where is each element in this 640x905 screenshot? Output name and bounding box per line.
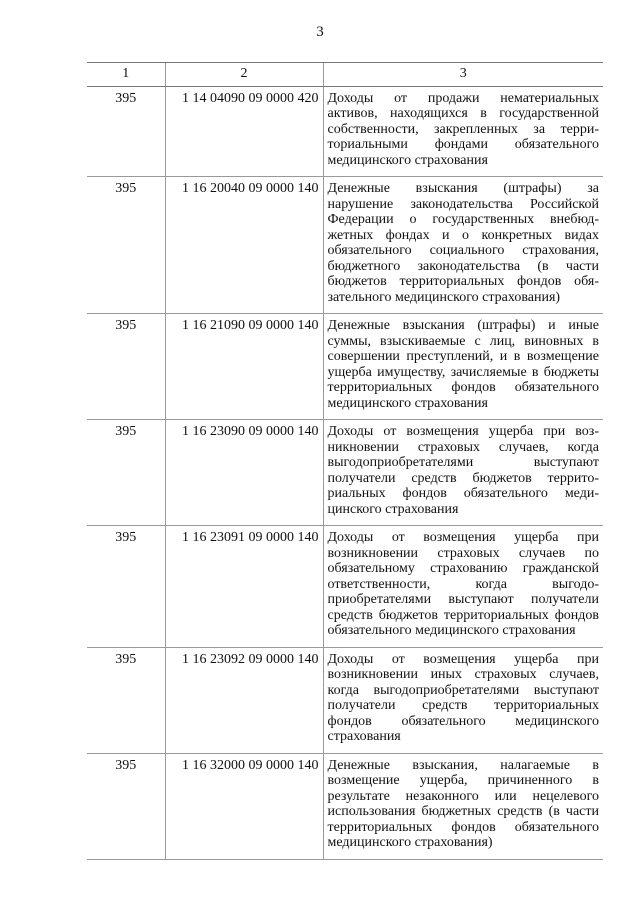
admin-code-cell: 395: [87, 314, 165, 420]
kbk-code-cell: 1 16 20040 09 0000 140: [165, 177, 323, 314]
description-cell: Доходы от возмещения ущерба при возникновении страховых случаев, когда выгодоприобретателями выступают получатели средств бюджетов территориальных фондов обязательного медицинского страхования: [323, 420, 603, 526]
kbk-code-cell: 1 16 21090 09 0000 140: [165, 314, 323, 420]
description-cell: Денежные взыскания, налагаемые в возмещение ущерба, причиненного в результате незаконного или нецелевого использования бюджетных средств (в части территориальных фондов обязательного медицинского страхования): [323, 753, 603, 859]
table-row: [87, 314, 603, 420]
kbk-code-cell: 1 14 04090 09 0000 420: [165, 86, 323, 177]
admin-code-cell: 395: [87, 753, 165, 859]
revenue-codes-table: [87, 62, 603, 860]
column-header-2: 2: [165, 63, 323, 87]
description-cell: Доходы от возмещения ущерба при возникновении страховых случаев по обязательному страхованию гражданской ответственности, когда выгодоприобретателями выступают получатели средств бюджетов территориальных фондов обязательного медицинского страхования: [323, 526, 603, 648]
table-row: [87, 526, 603, 648]
description-cell: Денежные взыскания (штрафы) и иные суммы, взыскиваемые с лиц, виновных в совершении преступлений, и в возмещение ущерба имуществу, зачисляемые в бюджеты территориальных фондов обязательного медицинского страхования: [323, 314, 603, 420]
page-number: 3: [316, 24, 324, 40]
kbk-code-cell: 1 16 23091 09 0000 140: [165, 526, 323, 648]
admin-code-cell: 395: [87, 526, 165, 648]
table-row: [87, 420, 603, 526]
admin-code-cell: 395: [87, 86, 165, 177]
column-header-1: 1: [87, 63, 165, 87]
description-cell: Денежные взыскания (штрафы) за нарушение законодательства Российской Федерации о государственных внебюджетных фондах и о конкретных видах обязательного социального страхования, бюджетного законодательства (в части бюджетов территориальных фондов обязательного медицинского страхования): [323, 177, 603, 314]
admin-code-cell: 395: [87, 420, 165, 526]
table-row: [87, 86, 603, 177]
kbk-code-cell: 1 16 23090 09 0000 140: [165, 420, 323, 526]
table-row: [87, 177, 603, 314]
admin-code-cell: 395: [87, 177, 165, 314]
kbk-code-cell: 1 16 23092 09 0000 140: [165, 647, 323, 753]
table-row: [87, 647, 603, 753]
admin-code-cell: 395: [87, 647, 165, 753]
description-cell: Доходы от возмещения ущерба при возникновении иных страховых случаев, когда выгодоприобретателями выступают получатели средств территориальных фондов обязательного медицинского страхования: [323, 647, 603, 753]
kbk-code-cell: 1 16 32000 09 0000 140: [165, 753, 323, 859]
table-row: [87, 753, 603, 859]
description-cell: Доходы от продажи нематериальных активов, находящихся в государственной собственности, закрепленных за территориальными фондами обязательного медицинского страхования: [323, 86, 603, 177]
table-header-row: [87, 63, 603, 87]
column-header-3: 3: [323, 63, 603, 87]
